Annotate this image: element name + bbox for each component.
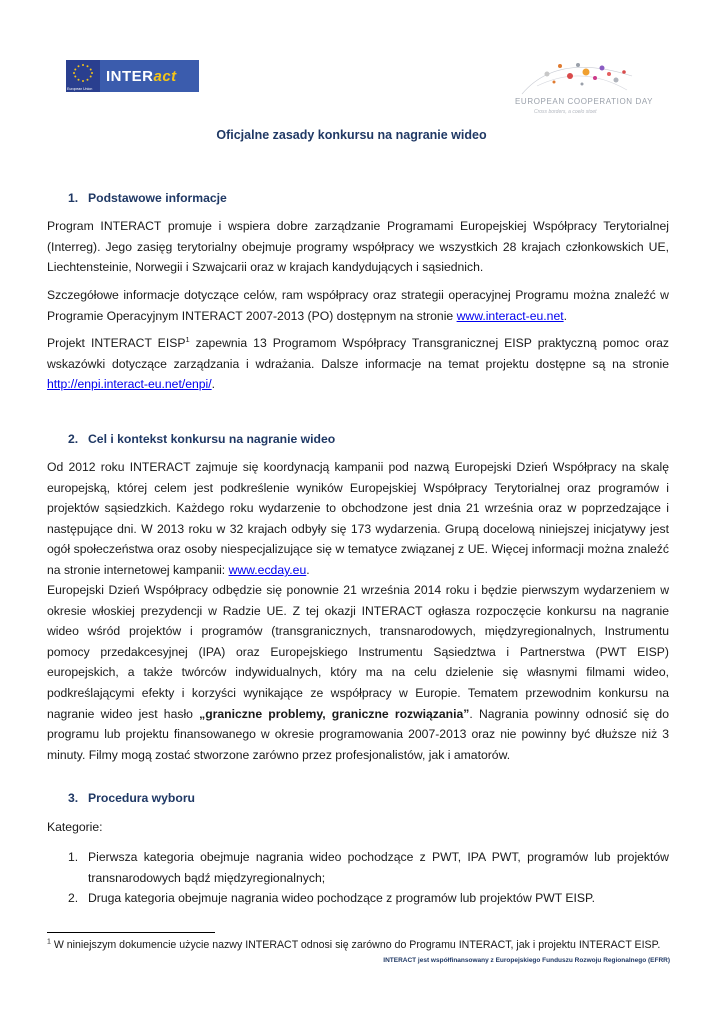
paragraph-text: Europejski Dzień Współpracy odbędzie się ponownie 21 września 2014 roku i będzie pierwszym wydarzeniem w okresie włoskiej prezydencji w Radzie UE. Z tej okazji INTERACT ogłasza rozpoczęcie konkursu na nagranie wideo wśród projektów i programów (transgranicznych, transnarodowych, międzyregionalnych, Instrumentu pomocy przedakcesyjnej (IPA) oraz Europejskiego Instrumentu Sąsiedztwa i Partnerstwa (PWT EISP) europejskich, a także twórców indywidualnych, który ma na celu dzielenie się własnymi filmami wideo, podkreślającymi efekty i korzyści wynikające ze współpracy w Europie. Tematem przewodnim konkursu na nagranie wideo jest hasło: [47, 583, 669, 721]
section-number: 3.: [68, 791, 79, 805]
paragraph-text: zapewnia 13 Programom Współpracy Transgranicznej EISP praktyczną pomoc oraz wskazówki dotyczące zarządzania i wdrażania. Dalsze informacje na temat projektu dostępne są na stronie: [47, 336, 669, 371]
section-number: 2.: [68, 432, 79, 446]
categories-list: [47, 847, 669, 909]
list-item-number: 2.: [68, 891, 79, 906]
list-item-number: 1.: [68, 850, 79, 864]
paragraph-enpi-project: [47, 333, 669, 395]
section-title: Procedura wyboru: [88, 791, 196, 805]
paragraph-operational-programme: [47, 285, 669, 326]
paragraph-end: .: [306, 562, 310, 577]
page-footer: INTERACT jest współfinansowany z Europejskiego Funduszu Rozwoju Regionalnego (EFRR): [383, 957, 670, 964]
paragraph-text: Od 2012 roku INTERACT zajmuje się koordynacją kampanii pod nazwą Europejski Dzień Współpracy na skalę europejską, której celem jest podkreślenie wyników Europejskiej Współpracy Terytorialnej oraz programów i projektów sąsiedzkich. Każdego roku wydarzenie to obchodzone jest dnia 21 września oraz w poprzedzające i następujące dni. W 2013 roku w 32 krajach odbyły się 173 wydarzenia. Grupą docelową niniejszej inicjatywy jest ogół społeczeństwa oraz osoby niespecjalizujące się w tematyce związanej z UE. Więcej informacji można znaleźć na stronie internetowej kampanii:: [47, 460, 669, 577]
paragraph-interact-intro: Program INTERACT promuje i wspiera dobre zarządzanie Programami Europejskiej Współpracy Terytorialnej (Interreg). Jego zasięg terytorialny obejmuje programy współpracy we wszystkich 28 krajach członkowskich UE, Liechtensteinie, Norwegii i Szwajcarii oraz w krajach kandydujących i sąsiednich.: [47, 219, 669, 275]
list-item: [47, 888, 669, 909]
paragraph-end: .: [211, 377, 216, 392]
footnote-divider: [47, 932, 215, 933]
paragraph-text: Projekt INTERACT EISP: [47, 336, 186, 350]
interact-wordmark: [100, 60, 199, 92]
section-3-heading: [68, 791, 195, 805]
interact-eu-link[interactable]: www.interact-eu.net: [456, 308, 564, 323]
list-item-text: Druga kategoria obejmuje nagrania wideo pochodzące z programów lub projektów PWT EISP.: [88, 891, 595, 906]
footnote: [47, 939, 677, 951]
interact-wordmark-right: act: [153, 67, 177, 85]
list-item-text: Pierwsza kategoria obejmuje nagrania wideo pochodzące z PWT, IPA PWT, programów lub projektów transnarodowych bądź międzyregionalnych;: [88, 850, 669, 885]
paragraph-text: Szczegółowe informacje dotyczące celów, ram współpracy oraz strategii operacyjnej Programu można znaleźć w Programie Operacyjnym INTERACT 2007-2013 (PO) dostępnym na stronie: [47, 288, 669, 323]
section-2-heading: [68, 432, 335, 446]
ecday-subtitle: Cross borders, a coelo stoet: [534, 109, 597, 115]
section-1-heading: [68, 191, 227, 205]
enpi-link[interactable]: http://enpi.interact-eu.net/enpi/: [47, 377, 212, 392]
footnote-text: W niniejszym dokumencie użycie nazwy INTERACT odnosi się zarówno do Programu INTERACT, jak i projektu INTERACT EISP.: [50, 939, 661, 951]
section-title: Podstawowe informacje: [88, 191, 227, 205]
ecday-title: EUROPEAN COOPERATION DAY: [515, 97, 654, 106]
eu-flag-caption: European Union: [67, 87, 93, 91]
interact-wordmark-left: INTER: [106, 67, 154, 85]
ecday-link[interactable]: www.ecday.eu: [228, 562, 307, 577]
document-title: Oficjalne zasady konkursu na nagranie wideo: [216, 128, 487, 142]
footnote-mark: 1: [47, 938, 51, 946]
paragraph-campaign: [47, 457, 669, 581]
eu-flag-icon: [66, 60, 100, 92]
paragraph-text: . Nagrania powinny odnosić się do programu lub projektu finansowanego w okresie programowania 2007-2013 oraz nie powinny być dłuższe niż 3 minuty. Filmy mogą zostać stworzone zarówno przez profesjonalistów, jak i amatorów.: [47, 706, 669, 762]
interact-logo: [66, 60, 199, 92]
ecday-logo: [512, 56, 654, 122]
section-title: Cel i kontekst konkursu na nagranie wideo: [88, 432, 336, 446]
section-number: 1.: [68, 191, 79, 205]
ecday-dots-icon: [512, 56, 642, 98]
list-item: [47, 847, 669, 888]
paragraph-contest: [47, 580, 669, 765]
footnote-reference[interactable]: 1: [185, 334, 190, 344]
contest-slogan: „graniczne problemy, graniczne rozwiązania”: [199, 706, 470, 721]
paragraph-end: .: [563, 308, 568, 323]
categories-label: Kategorie:: [47, 820, 103, 834]
